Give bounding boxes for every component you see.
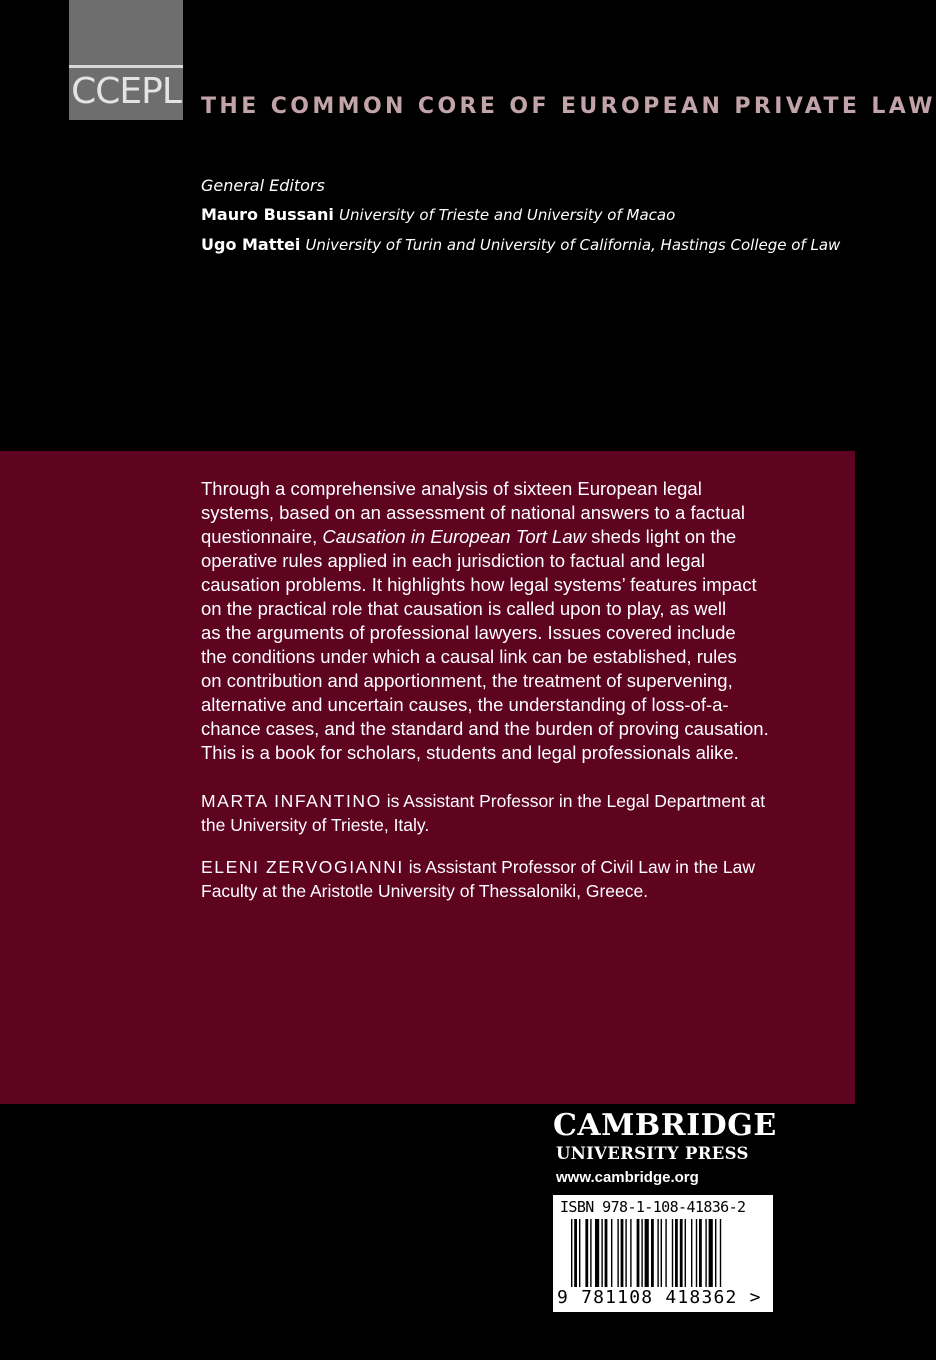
author-bio-line: Faculty at the Aristotle University of Thessaloniki, Greece. [201, 881, 649, 901]
description-line: Through a comprehensive analysis of sixteen European legal [201, 478, 702, 499]
editor-line [201, 200, 841, 230]
logo-rule [69, 65, 183, 68]
barcode-bar [617, 1219, 618, 1287]
description-line [201, 525, 821, 549]
editor-name: Mauro Bussani [201, 205, 334, 224]
description-text: sheds light on the [586, 526, 737, 547]
editor-affiliation: University of Turin and University of California, Hastings College of Law [305, 236, 841, 254]
editor-affiliation: University of Trieste and University of Macao [338, 206, 676, 224]
publisher-name: CAMBRIDGE [553, 1108, 777, 1143]
barcode-bar [699, 1219, 702, 1287]
barcode-bar [601, 1219, 602, 1287]
book-title: Causation in European Tort Law [322, 526, 586, 547]
barcode-bar [630, 1219, 631, 1287]
barcode-bar [651, 1219, 654, 1287]
publisher-subname: UNIVERSITY PRESS [556, 1144, 749, 1163]
barcode-bar [645, 1219, 649, 1287]
general-editors [201, 171, 841, 260]
barcode-bar [685, 1219, 686, 1287]
top-section [0, 0, 936, 451]
barcode-bar [705, 1219, 706, 1287]
description-line: on the practical role that causation is called upon to play, as well [201, 598, 727, 619]
description-text: questionnaire, [201, 526, 323, 547]
author-bio-line: the University of Trieste, Italy. [201, 815, 430, 835]
barcode-bar [595, 1219, 599, 1287]
logo-text: CCEPL [71, 71, 181, 112]
publisher-website: www.cambridge.org [556, 1169, 699, 1186]
barcode-bar [585, 1219, 588, 1287]
author-name: MARTA INFANTINO [201, 791, 382, 811]
barcode-bar [680, 1219, 683, 1287]
editor-name: Ugo Mattei [201, 235, 301, 254]
description-line: operative rules applied in each jurisdiction to factual and legal [201, 550, 705, 571]
description-line: the conditions under which a causal link can be established, rules [201, 646, 737, 667]
description-line: This is a book for scholars, students and legal professionals alike. [201, 742, 739, 763]
barcode-bar [691, 1219, 692, 1287]
isbn-barcode [553, 1195, 773, 1312]
barcode-bar [574, 1219, 577, 1287]
author-bio-line [201, 789, 821, 813]
description-line: causation problems. It highlights how legal systems’ features impact [201, 574, 757, 595]
description-line: systems, based on an assessment of national answers to a factual [201, 502, 745, 523]
author-bio-text: is Assistant Professor in the Legal Department at [381, 791, 766, 811]
isbn-digits: 9 781108 418362 > [557, 1287, 762, 1308]
description-line: on contribution and apportionment, the treatment of supervening, [201, 670, 733, 691]
ccepl-logo [69, 0, 183, 120]
barcode-bar [641, 1219, 642, 1287]
barcode-bar [621, 1219, 624, 1287]
book-description [201, 477, 821, 765]
barcode-bar [590, 1219, 591, 1287]
barcode-bar [571, 1219, 572, 1287]
description-line: chance cases, and the standard and the burden of proving causation. [201, 718, 769, 739]
editors-heading: General Editors [201, 176, 325, 195]
barcode-bar [709, 1219, 713, 1287]
author-bio [201, 855, 821, 903]
description-line: as the arguments of professional lawyers. Issues covered include [201, 622, 736, 643]
barcode-bar [665, 1219, 666, 1287]
barcode-bar [715, 1219, 716, 1287]
barcode-bar [696, 1219, 697, 1287]
barcode-bar [661, 1219, 662, 1287]
barcode-bar [579, 1219, 580, 1287]
barcode-bar [657, 1219, 658, 1287]
author-bio-line [201, 855, 821, 879]
author-name: ELENI ZERVOGIANNI [201, 857, 404, 877]
barcode-bar [625, 1219, 626, 1287]
barcode-bar [675, 1219, 678, 1287]
isbn-label: ISBN 978-1-108-41836-2 [560, 1198, 746, 1216]
barcode-bar [672, 1219, 673, 1287]
author-bio [201, 789, 821, 837]
description-line: alternative and uncertain causes, the understanding of loss-of-a- [201, 694, 729, 715]
editor-line [201, 230, 841, 260]
barcode-bar [720, 1219, 721, 1287]
series-title: THE COMMON CORE OF EUROPEAN PRIVATE LAW [201, 94, 936, 119]
barcode-bar [605, 1219, 608, 1287]
barcode-bar [637, 1219, 640, 1287]
author-bio-text: is Assistant Professor of Civil Law in the Law [403, 857, 756, 877]
barcode-bar [611, 1219, 612, 1287]
